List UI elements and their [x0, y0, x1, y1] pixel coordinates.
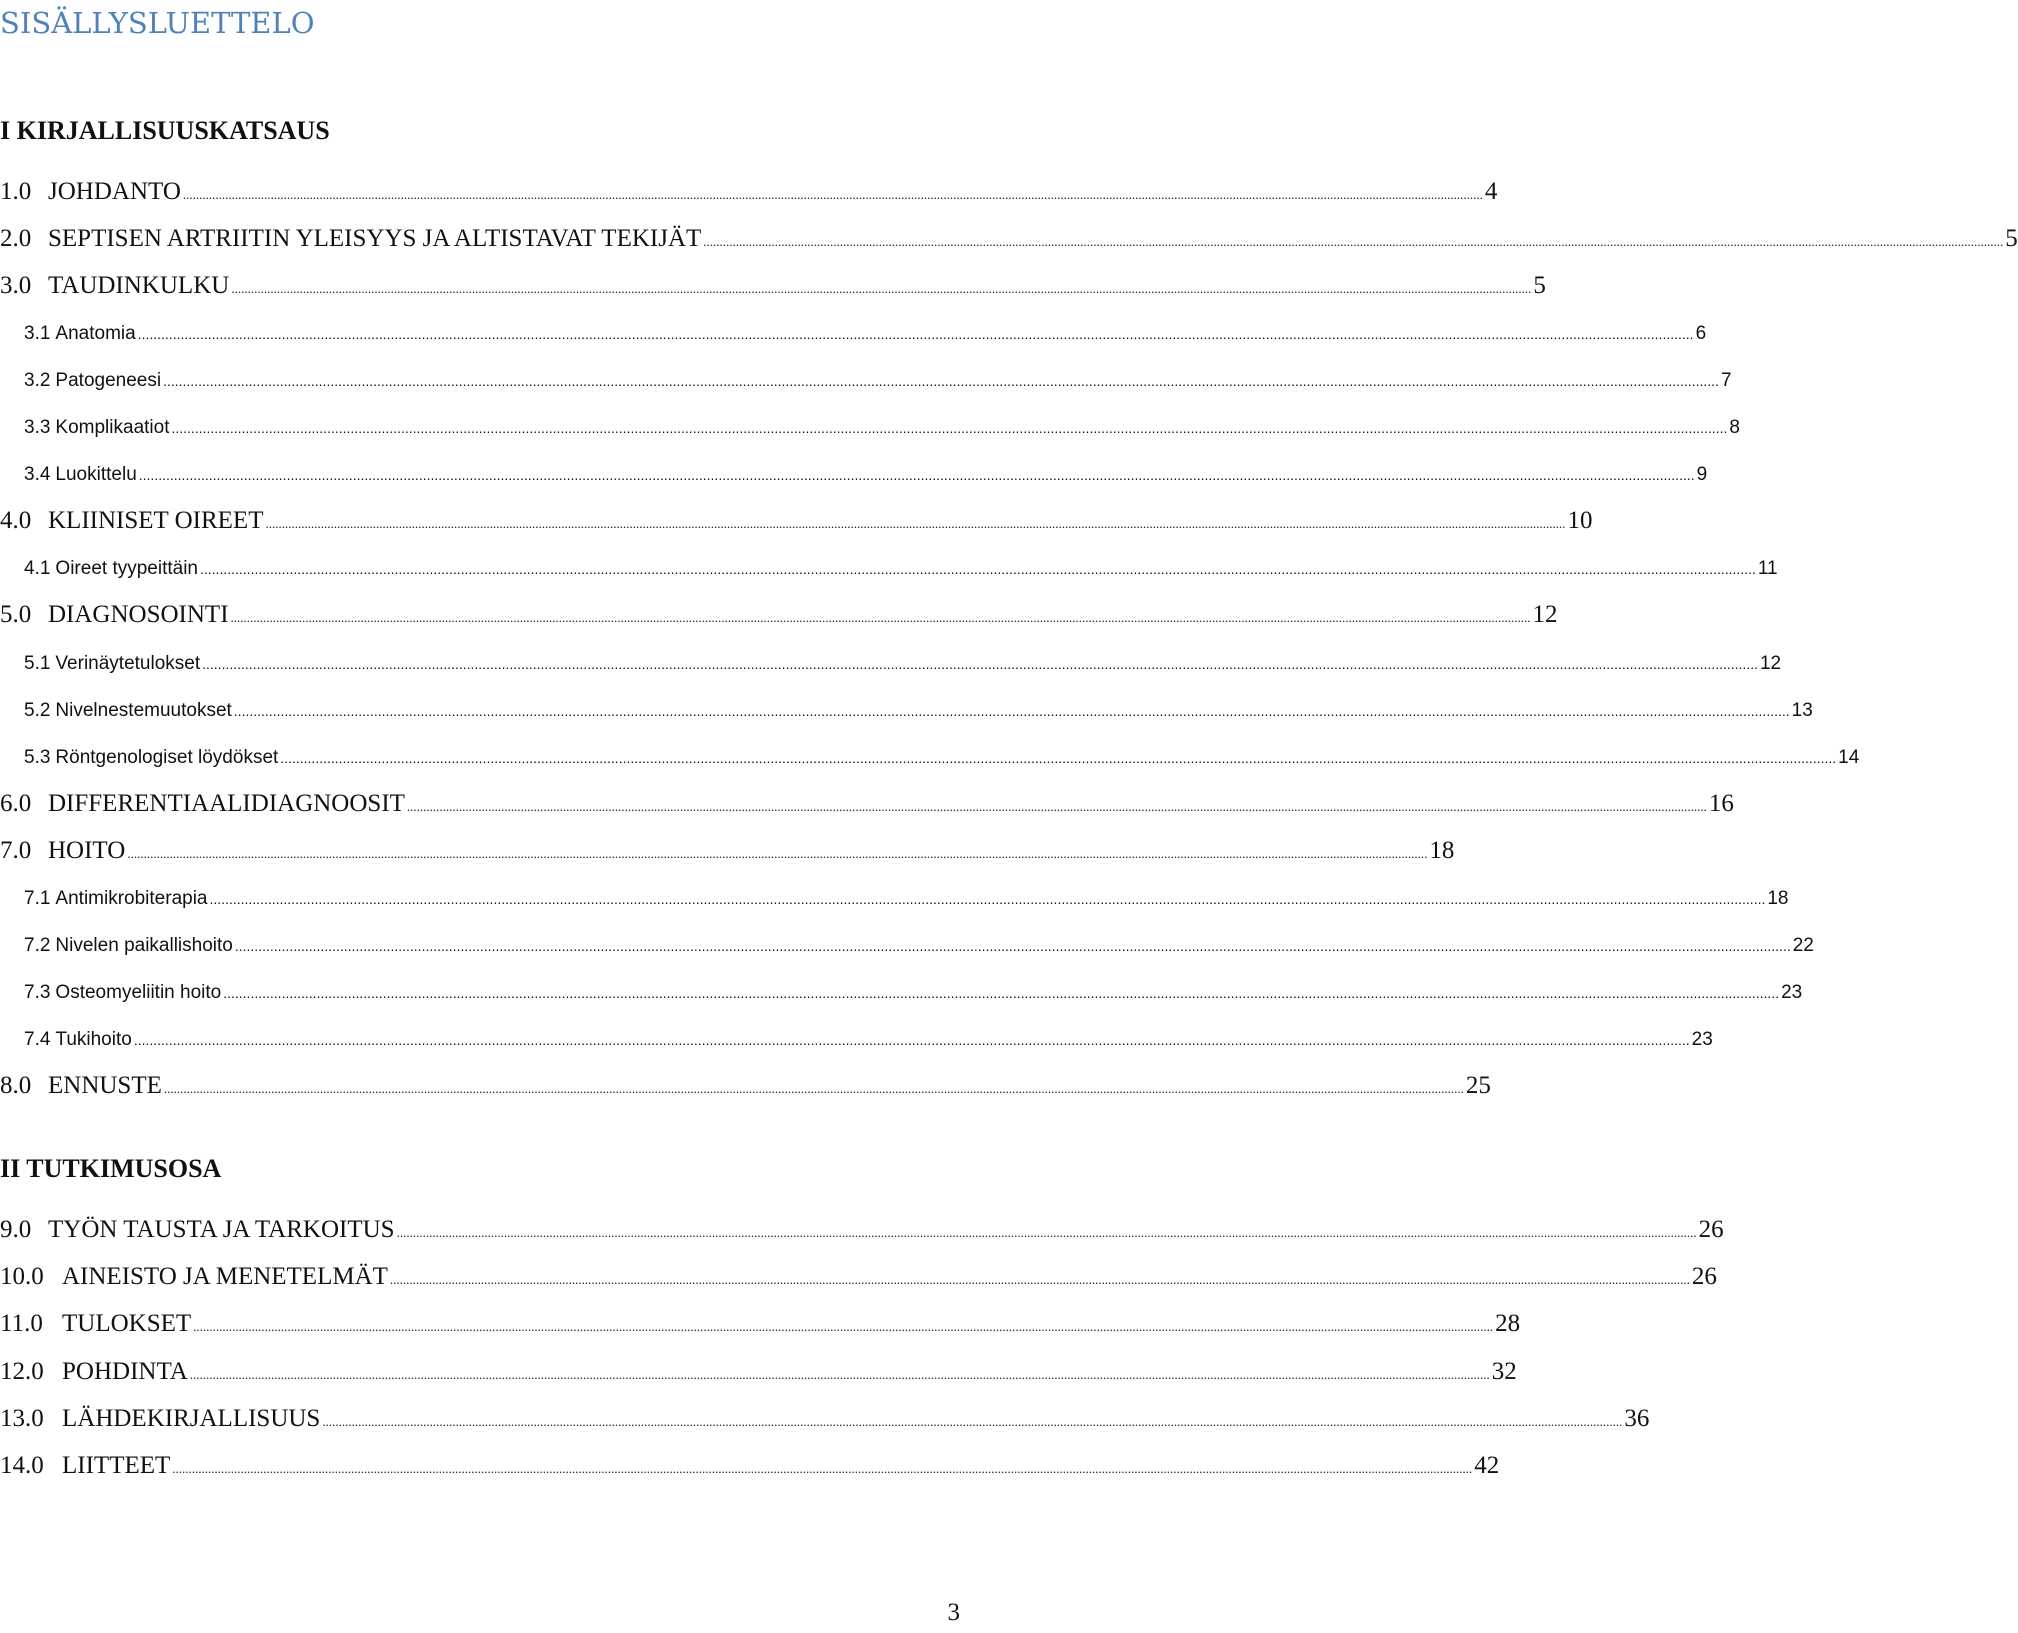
toc-entry-label: Nivelnestemuutokset: [55, 699, 232, 721]
toc-entry-number: 7.0: [0, 836, 32, 864]
toc-entry-label: HOITO: [48, 836, 126, 864]
toc-entry[interactable]: [0, 175, 1498, 212]
dot-leader: ................................................................................................................................................................................................................................................................................................................................................................................................................: [202, 655, 1758, 672]
dot-leader: ................................................................................................................................................................................................................................................................................................................................................................................................................: [234, 937, 1791, 954]
toc-entry-number: 5.3: [24, 746, 51, 768]
toc-entry[interactable]: [24, 885, 1789, 913]
toc-entry[interactable]: [0, 1449, 1500, 1486]
dot-leader: ................................................................................................................................................................................................................................................................................................................................................................................................................: [223, 984, 1780, 1001]
toc-entry-page: 8: [1729, 417, 1740, 439]
toc-entry-page: 18: [1767, 887, 1789, 909]
dot-leader: ................................................................................................................................................................................................................................................................................................................................................................................................................: [200, 561, 1756, 578]
toc-entry-label: KLIINISET OIREET: [48, 507, 264, 535]
toc-entry-number: 7.2: [24, 934, 51, 956]
toc-entry-page: 23: [1781, 981, 1803, 1003]
toc-entry-number: 3.4: [24, 464, 51, 486]
toc-entry-page: 9: [1696, 464, 1708, 486]
toc-entry-label: Tukihoito: [55, 1028, 132, 1050]
toc-entry-label: LÄHDEKIRJALLISUUS: [62, 1404, 321, 1432]
toc-entry[interactable]: [24, 414, 1740, 442]
dot-leader: ................................................................................................................................................................................................................................................................................................................................................................................................................: [231, 281, 1532, 297]
dot-leader: ................................................................................................................................................................................................................................................................................................................................................................................................................: [171, 420, 1728, 437]
toc-entry[interactable]: [0, 504, 1593, 541]
toc-entry[interactable]: [24, 1026, 1713, 1054]
toc-entry[interactable]: [0, 1402, 1650, 1439]
toc-entry-label: DIFFERENTIAALIDIAGNOOSIT: [48, 789, 405, 817]
dot-leader: ................................................................................................................................................................................................................................................................................................................................................................................................................: [163, 373, 1719, 390]
toc-entry-page: 10: [1567, 507, 1593, 535]
dot-leader: ................................................................................................................................................................................................................................................................................................................................................................................................................: [396, 1225, 1697, 1240]
toc-entry[interactable]: [24, 461, 1708, 489]
toc-entry-page: 5: [1533, 272, 1546, 300]
toc-entry[interactable]: [0, 269, 1546, 306]
toc-entry-page: 32: [1491, 1357, 1517, 1385]
toc-entry-number: 9.0: [0, 1216, 32, 1243]
toc-entry-number: 5.2: [24, 699, 51, 721]
toc-entry-number: 2.0: [0, 225, 32, 253]
toc-entry-page: 13: [1791, 699, 1813, 721]
dot-leader: ................................................................................................................................................................................................................................................................................................................................................................................................................: [127, 845, 1428, 861]
toc-entry-number: 6.0: [0, 789, 32, 817]
toc-entry-label: Oireet tyypeittäin: [55, 558, 198, 580]
toc-entry-number: 1.0: [0, 178, 32, 205]
toc-entry-label: Verinäytetulokset: [55, 652, 201, 674]
toc-entry[interactable]: [0, 222, 2018, 259]
page-number: 3: [947, 1599, 960, 1626]
toc-entry[interactable]: [0, 1213, 1724, 1250]
dot-leader: ................................................................................................................................................................................................................................................................................................................................................................................................................: [138, 467, 1695, 484]
toc-entry-number: 3.1: [24, 323, 51, 345]
toc-entry-label: SEPTISEN ARTRIITIN YLEISYYS JA ALTISTAVAT TEKIJÄT: [48, 225, 702, 253]
toc-entry-number: 13.0: [0, 1404, 44, 1432]
toc-entry-label: TYÖN TAUSTA JA TARKOITUS: [48, 1216, 395, 1243]
part-heading-tutkimusosa: II TUTKIMUSOSA: [0, 1154, 222, 1183]
toc-entry-number: 3.3: [24, 417, 51, 439]
toc-entry-label: JOHDANTO: [48, 178, 181, 205]
dot-leader: ................................................................................................................................................................................................................................................................................................................................................................................................................: [230, 610, 1531, 626]
toc-entry-label: Röntgenologiset löydökset: [55, 746, 279, 768]
toc-entry[interactable]: [0, 1355, 1517, 1392]
toc-entry-label: Patogeneesi: [55, 370, 162, 392]
toc-entry-page: 5: [2005, 225, 2018, 253]
toc-entry-page: 4: [1484, 178, 1498, 205]
toc-entry-label: ENNUSTE: [48, 1071, 162, 1099]
toc-entry-label: LIITTEET: [62, 1452, 171, 1479]
dot-leader: ................................................................................................................................................................................................................................................................................................................................................................................................................: [209, 890, 1766, 907]
toc-entry-page: 36: [1624, 1404, 1650, 1432]
toc-entry-page: 23: [1691, 1028, 1713, 1050]
toc-entry-label: Nivelen paikallishoito: [55, 934, 233, 956]
toc-entry-page: 28: [1495, 1310, 1521, 1338]
toc-entry-number: 7.1: [24, 887, 51, 909]
toc-entry-number: 4.0: [0, 507, 32, 535]
toc-entry[interactable]: [0, 787, 1734, 824]
dot-leader: ................................................................................................................................................................................................................................................................................................................................................................................................................: [322, 1413, 1623, 1429]
toc-entry-label: Antimikrobiterapia: [55, 887, 208, 909]
toc-entry-number: 4.1: [24, 558, 51, 580]
toc-entry-number: 8.0: [0, 1071, 32, 1099]
toc-entry[interactable]: [24, 320, 1707, 348]
toc-entry[interactable]: [0, 598, 1558, 635]
toc-entry-number: 11.0: [0, 1310, 43, 1338]
page-title: SISÄLLYSLUETTELO: [0, 6, 315, 40]
toc-entry-page: 7: [1720, 370, 1732, 392]
toc-entry-number: 3.2: [24, 370, 51, 392]
toc-entry[interactable]: [24, 367, 1732, 395]
toc-entry-label: Luokittelu: [55, 464, 137, 486]
toc-entry-page: 25: [1465, 1071, 1491, 1099]
toc-entry[interactable]: [24, 555, 1778, 583]
dot-leader: ................................................................................................................................................................................................................................................................................................................................................................................................................: [133, 1031, 1690, 1048]
toc-entry-label: Anatomia: [55, 323, 136, 345]
dot-leader: ................................................................................................................................................................................................................................................................................................................................................................................................................: [265, 516, 1566, 532]
toc-entry-number: 5.1: [24, 652, 51, 674]
toc-entry-number: 12.0: [0, 1357, 44, 1385]
toc-entry-label: DIAGNOSOINTI: [48, 601, 229, 629]
toc-entry-page: 26: [1698, 1216, 1724, 1243]
toc-entry[interactable]: [0, 834, 1455, 871]
toc-entry-label: TULOKSET: [62, 1310, 192, 1338]
toc-entry-number: 7.3: [24, 981, 51, 1003]
dot-leader: ................................................................................................................................................................................................................................................................................................................................................................................................................: [163, 1080, 1464, 1096]
toc-entry-page: 12: [1532, 601, 1558, 629]
toc-entry-label: Komplikaatiot: [55, 417, 170, 439]
toc-entry[interactable]: [24, 932, 1814, 960]
toc-entry[interactable]: [24, 697, 1813, 725]
part-heading-kirjallisuuskatsaus: I KIRJALLISUUSKATSAUS: [0, 116, 330, 145]
toc-entry-label: AINEISTO JA MENETELMÄT: [62, 1263, 388, 1291]
toc-entry-number: 10.0: [0, 1263, 44, 1291]
toc-entry[interactable]: [0, 1260, 1717, 1297]
toc-entry-number: 3.0: [0, 272, 32, 300]
dot-leader: ................................................................................................................................................................................................................................................................................................................................................................................................................: [406, 798, 1707, 814]
toc-entry-page: 18: [1429, 836, 1455, 864]
dot-leader: ................................................................................................................................................................................................................................................................................................................................................................................................................: [182, 187, 1483, 202]
toc-entry-label: Osteomyeliitin hoito: [55, 981, 222, 1003]
toc-entry-label: TAUDINKULKU: [48, 272, 230, 300]
dot-leader: ................................................................................................................................................................................................................................................................................................................................................................................................................: [189, 1366, 1490, 1382]
toc-entry[interactable]: [24, 744, 1860, 772]
dot-leader: ................................................................................................................................................................................................................................................................................................................................................................................................................: [703, 234, 2004, 250]
toc-entry-page: 26: [1691, 1263, 1717, 1291]
toc-entry-page: 14: [1838, 746, 1860, 768]
toc-entry-page: 22: [1792, 934, 1814, 956]
toc-entry[interactable]: [24, 979, 1803, 1007]
dot-leader: ................................................................................................................................................................................................................................................................................................................................................................................................................: [193, 1319, 1494, 1335]
toc-entry[interactable]: [0, 1069, 1491, 1106]
toc-entry-page: 42: [1474, 1452, 1500, 1479]
dot-leader: ................................................................................................................................................................................................................................................................................................................................................................................................................: [280, 749, 1837, 766]
toc-entry-page: 12: [1759, 652, 1782, 674]
toc-entry-number: 7.4: [24, 1028, 51, 1050]
toc-entry-page: 6: [1695, 323, 1707, 345]
toc-entry-label: POHDINTA: [62, 1357, 188, 1385]
toc-entry-page: 11: [1757, 558, 1778, 580]
dot-leader: ................................................................................................................................................................................................................................................................................................................................................................................................................: [389, 1272, 1690, 1288]
dot-leader: ................................................................................................................................................................................................................................................................................................................................................................................................................: [172, 1461, 1473, 1476]
dot-leader: ................................................................................................................................................................................................................................................................................................................................................................................................................: [137, 326, 1694, 343]
toc-entry-number: 14.0: [0, 1452, 44, 1479]
dot-leader: ................................................................................................................................................................................................................................................................................................................................................................................................................: [233, 702, 1790, 719]
toc-entry-number: 5.0: [0, 601, 32, 629]
toc-entry[interactable]: [0, 1307, 1521, 1344]
toc-entry[interactable]: [24, 650, 1782, 678]
toc-entry-page: 16: [1708, 789, 1734, 817]
